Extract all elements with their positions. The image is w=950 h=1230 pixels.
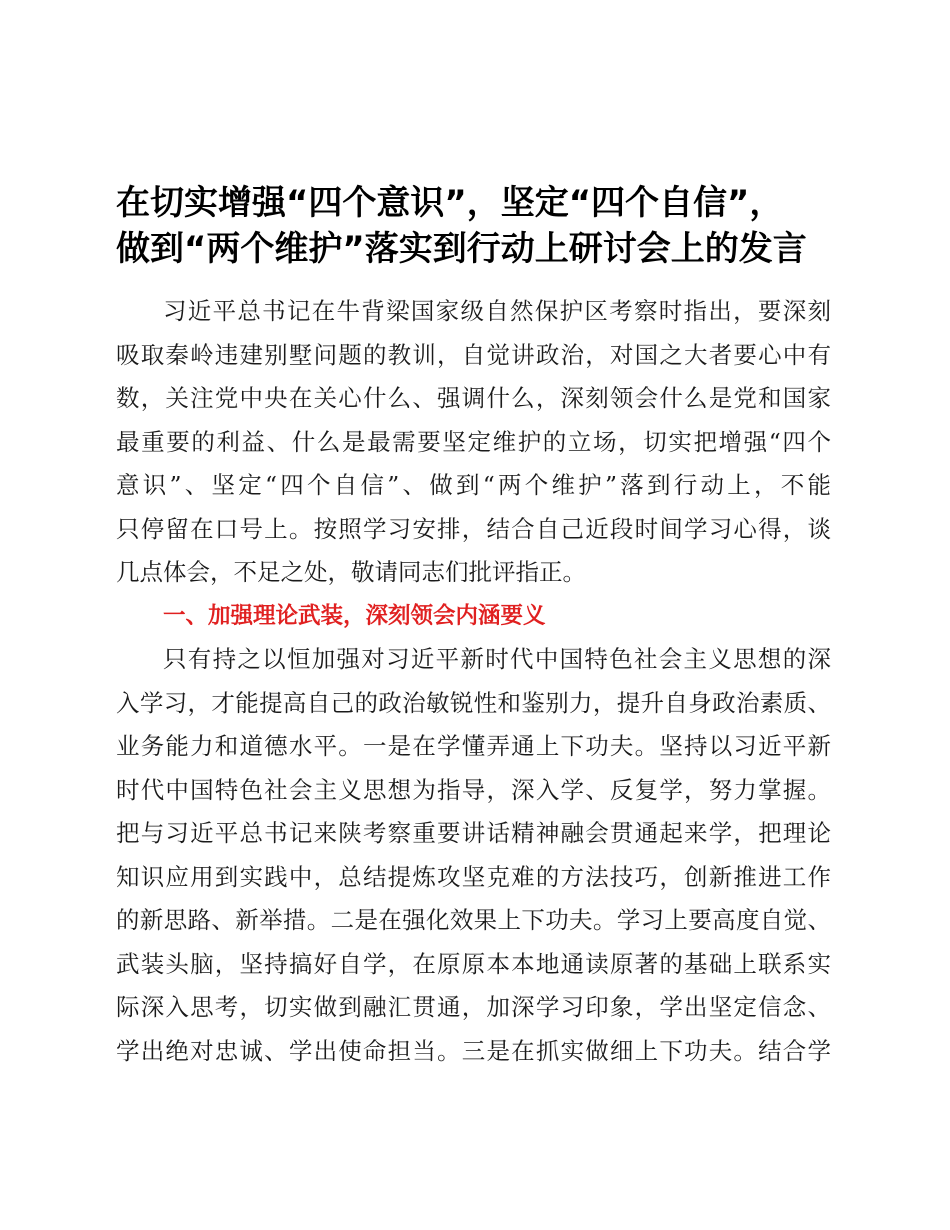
paragraph-line: 意识”、坚定“四个自信”、做到“两个维护”落到行动上，不能 [116, 471, 831, 499]
paragraph-line: 数，关注党中央在关心什么、强调什么，深刻领会什么是党和国家 [116, 384, 831, 412]
paragraph-line: 时代中国特色社会主义思想为指导，深入学、反复学，努力掌握。 [116, 775, 831, 804]
section-heading-1: 一、加强理论武装，深刻领会内涵要义 [163, 602, 546, 629]
paragraph-section-1 [116, 638, 831, 1073]
paragraph-intro [116, 290, 831, 595]
paragraph-line: 学出绝对忠诚、学出使命担当。三是在抓实做细上下功夫。结合学 [116, 1036, 831, 1065]
paragraph-line: 最重要的利益、什么是最需要坚定维护的立场，切实把增强“四个 [116, 427, 831, 456]
paragraph-line: 只有持之以恒加强对习近平新时代中国特色社会主义思想的深 [163, 645, 831, 673]
document-body [116, 290, 831, 1073]
paragraph-line: 习近平总书记在牛背梁国家级自然保护区考察时指出，要深刻 [163, 297, 831, 325]
paragraph-line: 武装头脑，坚持搞好自学，在原原本本地通读原著的基础上联系实 [116, 949, 831, 978]
paragraph-line: 业务能力和道德水平。一是在学懂弄通上下功夫。坚持以习近平新 [116, 732, 831, 760]
paragraph-line: 际深入思考，切实做到融汇贯通，加深学习印象，学出坚定信念、 [116, 993, 831, 1021]
paragraph-line: 把与习近平总书记来陕考察重要讲话精神融会贯通起来学，把理论 [116, 819, 831, 847]
paragraph-line: 入学习，才能提高自己的政治敏锐性和鉴别力，提升自身政治素质、 [116, 688, 831, 717]
title-line-2: 做到“两个维护”落实到行动上研讨会上的发言 [116, 229, 807, 269]
paragraph-line: 的新思路、新举措。二是在强化效果上下功夫。学习上要高度自觉、 [116, 906, 831, 934]
document-title [116, 180, 846, 272]
paragraph-line: 吸取秦岭违建别墅问题的教训，自觉讲政治，对国之大者要心中有 [116, 340, 831, 369]
paragraph-line: 知识应用到实践中，总结提炼攻坚克难的方法技巧，创新推进工作 [116, 862, 831, 891]
paragraph-line: 几点体会，不足之处，敬请同志们批评指正。 [116, 558, 586, 586]
paragraph-line: 只停留在口号上。按照学习安排，结合自己近段时间学习心得，谈 [116, 514, 831, 543]
title-line-1: 在切实增强“四个意识”，坚定“四个自信”， [116, 183, 784, 223]
